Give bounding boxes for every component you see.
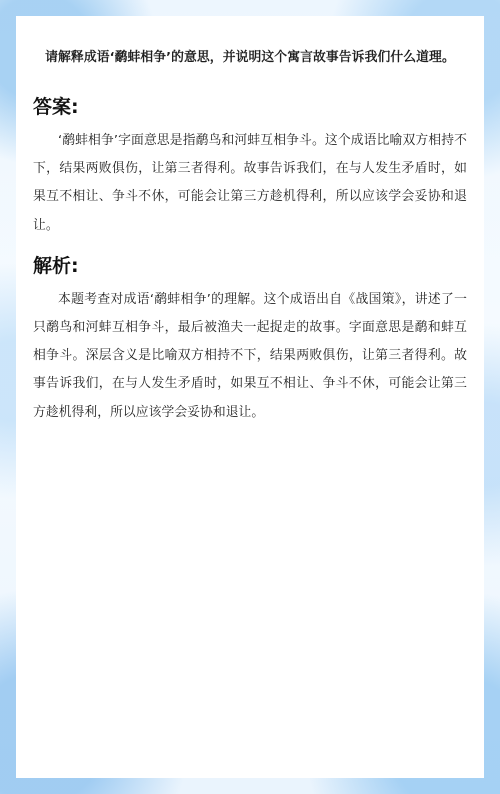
question-text: 请解释成语‘鹬蚌相争’的意思，并说明这个寓言故事告诉我们什么道理。 <box>45 50 455 65</box>
document-page <box>16 16 484 778</box>
answer-title: 答案: <box>33 96 79 118</box>
answer-body: ‘鹬蚌相争’字面意思是指鹬鸟和河蚌互相争斗。这个成语比喻双方相持不下，结果两败俱伤，让第三者得利。故事告诉我们，在与人发生矛盾时，如果互不相让、争斗不休，可能会让第三方趁机得利，所以应该学会妥协和退让。 <box>33 133 467 233</box>
analysis-title: 解析: <box>33 254 79 277</box>
analysis-body: 本题考查对成语‘鹬蚌相争’的理解。这个成语出自《战国策》，讲述了一只鹬鸟和河蚌互相争斗，最后被渔夫一起捉走的故事。字面意思是鹬和蚌互相争斗。深层含义是比喻双方相持不下，结果两败俱伤，让第三者得利。故事告诉我们，在与人发生矛盾时，如果互不相让、争斗不休，可能会让第三方趁机得利，所以应该学会妥协和退让。 <box>33 291 467 420</box>
